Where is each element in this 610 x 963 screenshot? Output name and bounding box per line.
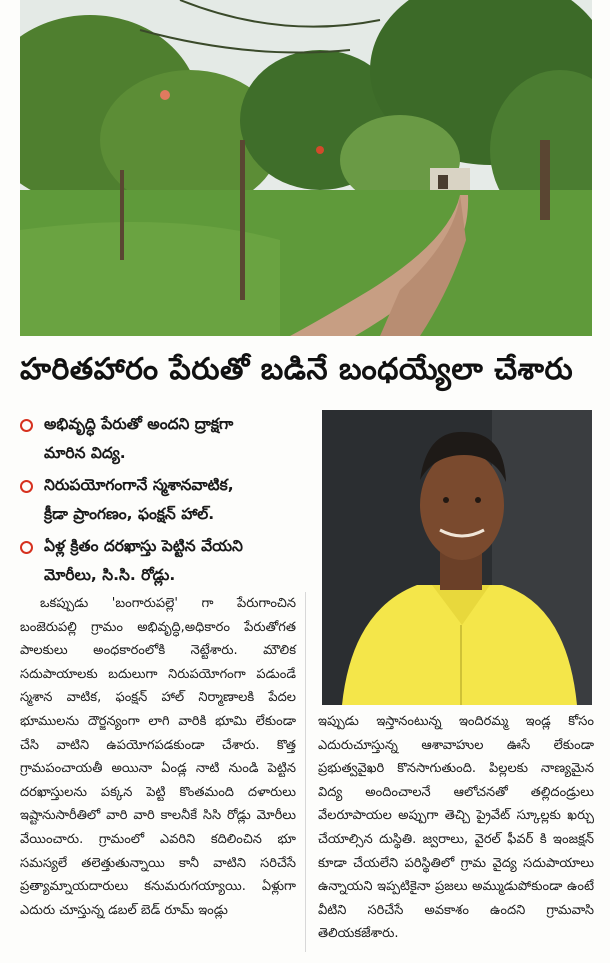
article-body-left: ఒకప్పుడు 'బంగారుపల్లె' గా పేరుగాంచిన బంజెరుపల్లి గ్రామం అభివృద్ధి,అధికారం పేరుతోగత పాలకులు అంధకారంలోకి నెట్టేశారు. మౌలిక సదుపాయాలకు బదులుగా నిరుపయోగంగా పడుండే స్మశాన వాటిక, ఫంక్షన్ హాల్ నిర్మాణాలకి పేదల భూములను దౌర్జన్యంగా లాగి వారికి భూమి లేకుండా చేసి వాటిని ఉపయోగపడకుండా చేశారు. కొత్త గ్రామపంచాయతీ అయినా ఏండ్ల నాటి నుండి పెట్టిన దరఖాస్తులను పక్కన పెట్టి కొంతమంది దళారులు ఇష్టానుసారీతిలో వారి వారి కాలనీకే సిసి రోడ్లు మోరీలు వేయించారు. గ్రామంలో ఎవరిని కదిలించిన భూ సమస్యలే తలెత్తుతున్నాయి కానీ వాటిని సరిచేసే ప్రత్యామ్నాయదారులు కనుమరుగయ్యాయి. ఏళ్లుగా ఎదురు చూస్తున్న డబల్ బెడ్ రూమ్ ఇండ్లు <box>20 596 296 918</box>
highlight-text: మారిన విద్య. <box>44 444 126 462</box>
highlight-text: క్రీడా ప్రాంగణం, ఫంక్షన్ హాల్. <box>44 505 215 523</box>
bullet-icon <box>20 419 33 432</box>
highlight-text: ఏళ్ల క్రితం దరఖాస్తు పెట్టిన వేయని <box>44 537 243 555</box>
highlights-list <box>18 410 310 593</box>
bullet-icon <box>20 480 33 493</box>
highlight-text: మోరీలు, సి.సి. రోడ్లు. <box>44 566 176 584</box>
village-path-photo <box>20 0 592 336</box>
column-divider <box>305 592 306 952</box>
headline: హరితహారం పేరుతో బడినే బంధయ్యేలా చేశారు <box>20 352 574 387</box>
highlight-text: అభివృద్ధి పేరుతో అందని ద్రాక్షగా <box>44 415 234 433</box>
highlight-item <box>18 410 310 468</box>
villager-portrait-photo <box>322 410 592 705</box>
article-body-right: ఇప్పుడు ఇస్తానంటున్న ఇందిరమ్మ ఇండ్ల కోసం ఎదురుచూస్తున్న ఆశావాహుల ఊసే లేకుండా ప్రభుత్వవైఖరి కొనసాగుతుంది. పిల్లలకు నాణ్యమైన విద్య అందించాలనే ఆలోచనతో తల్లిదండ్రులు వేలరూపాయల అప్పుగా తెచ్చి ప్రైవేట్ స్కూల్లకు ఖర్చు చేయాల్సిన దుస్థితి. జ్వరాలు, వైరల్ ఫీవర్ కి ఇంజక్షన్ కూడా చేయలేని పరిస్థితిలో గ్రామ వైద్య సదుపాయాలు ఉన్నాయని ఇప్పటికైనా ప్రజలు అమ్ముడుపోకుండా ఉంటే వీటిని సరిచేసే అవకాశం ఉందని గ్రామవాసి తెలియకజేశారు. <box>318 714 594 942</box>
highlight-text: నిరుపయోగంగానే స్మశానవాటిక, <box>44 476 234 494</box>
highlight-item <box>18 532 310 590</box>
highlight-item <box>18 471 310 529</box>
bullet-icon <box>20 541 33 554</box>
